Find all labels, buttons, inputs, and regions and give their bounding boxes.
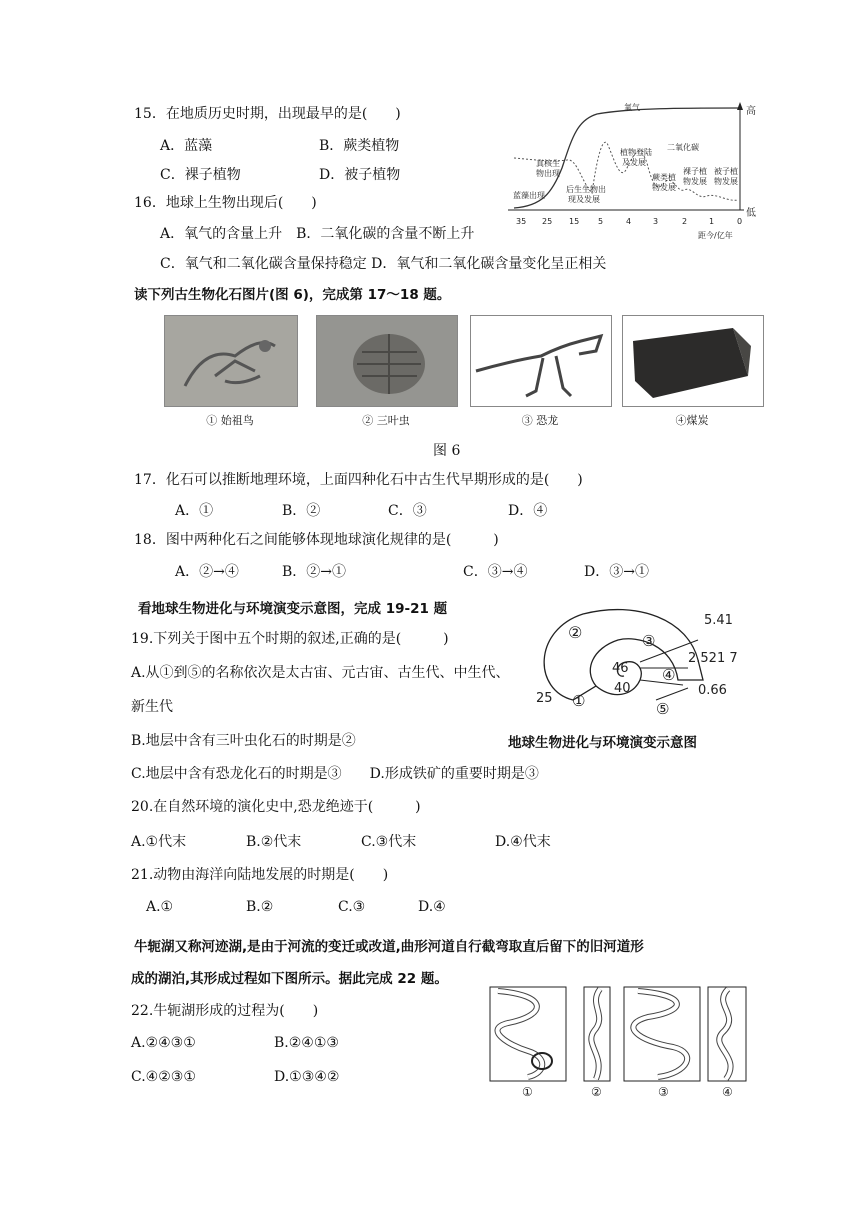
fossil-caption-2: ② 三叶虫 (362, 414, 410, 427)
co2-label: 二氧化碳 (667, 143, 699, 152)
q21-option-d: D.④ (418, 899, 446, 915)
age-2-5217: 2.521 7 (688, 651, 738, 666)
age-46: 46 (612, 661, 629, 676)
q20-option-d: D.④代末 (495, 834, 551, 850)
archaeopteryx-fossil-image (164, 315, 298, 407)
axis-tick: 0 (737, 217, 743, 226)
river-diagram-2-label: ② (591, 1085, 602, 1099)
event-label: 被子植 (714, 167, 738, 176)
event-label: 裸子植 (683, 167, 707, 176)
q20-option-b: B.②代末 (246, 834, 302, 850)
q18-option-c: C．③→④ (463, 564, 528, 580)
age-5-41: 5.41 (704, 613, 733, 628)
q19-option-b: B.地层中含有三叶虫化石的时期是② (131, 733, 356, 749)
event-label: 植物登陆 (620, 148, 652, 157)
dinosaur-skeleton-image (470, 315, 612, 407)
q15-option-a: A．蓝藻 (160, 138, 213, 154)
q22-option-a: A.②④③① (131, 1035, 196, 1051)
q17-option-d: D．④ (508, 503, 548, 519)
high-label: 高 (746, 106, 756, 117)
q21-option-a: A.① (146, 899, 174, 915)
q17-option-b: B．② (282, 503, 321, 519)
period-2-label: ② (568, 623, 583, 642)
q19-stem: 19.下列关于图中五个时期的叙述,正确的是( ) (131, 631, 449, 647)
event-label: 蕨类植 (652, 173, 676, 182)
q17-option-a: A．① (175, 503, 214, 519)
q17-option-c: C．③ (388, 503, 427, 519)
axis-tick: 15 (569, 217, 580, 226)
event-label: 及发展 (622, 158, 646, 167)
event-label: 真核生 (536, 159, 560, 168)
period-1-label: ① (572, 692, 586, 710)
q16-stem: 16．地球上生物出现后( ) (134, 195, 317, 211)
event-label: 蓝藻出现 (513, 191, 545, 200)
event-label: 物发展 (683, 177, 707, 186)
intro-q19-21: 看地球生物进化与环境演变示意图，完成 19-21 题 (138, 601, 448, 617)
q22-option-b: B.②④①③ (274, 1035, 339, 1051)
river-diagram-1-label: ① (522, 1085, 533, 1099)
axis-tick: 5 (598, 217, 604, 226)
intro-q22-line1: 牛轭湖又称河迹湖,是由于河流的变迁或改道,曲形河道自行截弯取直后留下的旧河道形 (134, 939, 644, 955)
oxygen-label: 氧气 (624, 103, 640, 112)
q22-option-d: D.①③④② (274, 1069, 340, 1085)
q21-option-b: B.② (246, 899, 274, 915)
axis-tick: 2 (682, 217, 688, 226)
q18-option-d: D．③→① (584, 564, 649, 580)
fossil-caption-1: ① 始祖鸟 (206, 414, 254, 427)
event-label: 物出现 (536, 169, 560, 178)
age-25: 25 (536, 691, 553, 706)
fossil-caption-3: ③ 恐龙 (521, 414, 559, 427)
axis-unit: 距今/亿年 (698, 231, 733, 240)
q20-option-c: C.③代末 (361, 834, 417, 850)
q21-option-c: C.③ (338, 899, 366, 915)
q15-option-c: C．裸子植物 (160, 167, 241, 183)
event-label: 后生生物出 (566, 185, 606, 194)
q21-stem: 21.动物由海洋向陆地发展的时期是( ) (131, 867, 389, 883)
time-axis-ticks (516, 217, 742, 240)
period-3-label: ③ (642, 632, 656, 650)
period-4-label: ④ (662, 666, 676, 684)
event-label: 物发展 (714, 177, 738, 186)
q22-option-c: C.④②③① (131, 1069, 196, 1085)
coal-image (622, 315, 764, 407)
q15-option-b: B．蕨类植物 (319, 138, 400, 154)
q16-options-line1: A．氧气的含量上升 B．二氧化碳的含量不断上升 (160, 226, 475, 242)
oxygen-co2-graph (502, 98, 758, 248)
river-diagram-3-label: ③ (658, 1085, 669, 1099)
q18-option-a: A．②→④ (175, 564, 239, 580)
q19-option-a-line2: 新生代 (131, 699, 173, 715)
age-0-66: 0.66 (698, 683, 727, 698)
q16-options-line2: C．氧气和二氧化碳含量保持稳定 D．氧气和二氧化碳含量变化呈正相关 (160, 256, 607, 272)
axis-tick: 1 (709, 217, 715, 226)
axis-tick: 3 (653, 217, 659, 226)
fossil-caption-4: ④煤炭 (675, 414, 709, 427)
oxbow-lake-diagrams (488, 985, 750, 1100)
q18-option-b: B．②→① (282, 564, 347, 580)
intro-q17-18: 读下列古生物化石图片(图 6)，完成第 17～18 题。 (134, 287, 451, 303)
event-label: 物发展 (652, 183, 676, 192)
q20-option-a: A.①代末 (131, 834, 187, 850)
trilobite-fossil-image (316, 315, 458, 407)
axis-tick: 35 (516, 217, 527, 226)
axis-tick: 4 (626, 217, 632, 226)
q17-stem: 17．化石可以推断地理环境，上面四种化石中古生代早期形成的是( ) (134, 472, 583, 488)
spiral-diagram-title: 地球生物进化与环境演变示意图 (508, 735, 697, 751)
low-label: 低 (746, 208, 756, 219)
q22-stem: 22.牛轭湖形成的过程为( ) (131, 1003, 319, 1019)
age-40: 40 (614, 681, 631, 696)
river-diagram-4-label: ④ (722, 1085, 733, 1099)
event-label: 现及发展 (568, 195, 600, 204)
q19-options-cd: C.地层中含有恐龙化石的时期是③ D.形成铁矿的重要时期是③ (131, 766, 539, 782)
q20-stem: 20.在自然环境的演化史中,恐龙绝迹于( ) (131, 799, 421, 815)
q19-option-a-line1: A.从①到⑤的名称依次是太古宙、元古宙、古生代、中生代、 (131, 665, 510, 681)
q15-option-d: D．被子植物 (319, 167, 401, 183)
spiral-evolution-diagram (528, 600, 758, 720)
intro-q22-line2: 成的湖泊,其形成过程如下图所示。据此完成 22 题。 (131, 971, 448, 987)
figure-caption: 图 6 (433, 443, 461, 459)
q15-stem: 15．在地质历史时期，出现最早的是( ) (134, 106, 401, 122)
axis-tick: 25 (542, 217, 553, 226)
period-5-label: ⑤ (656, 700, 670, 718)
q18-stem: 18．图中两种化石之间能够体现地球演化规律的是( ) (134, 532, 499, 548)
